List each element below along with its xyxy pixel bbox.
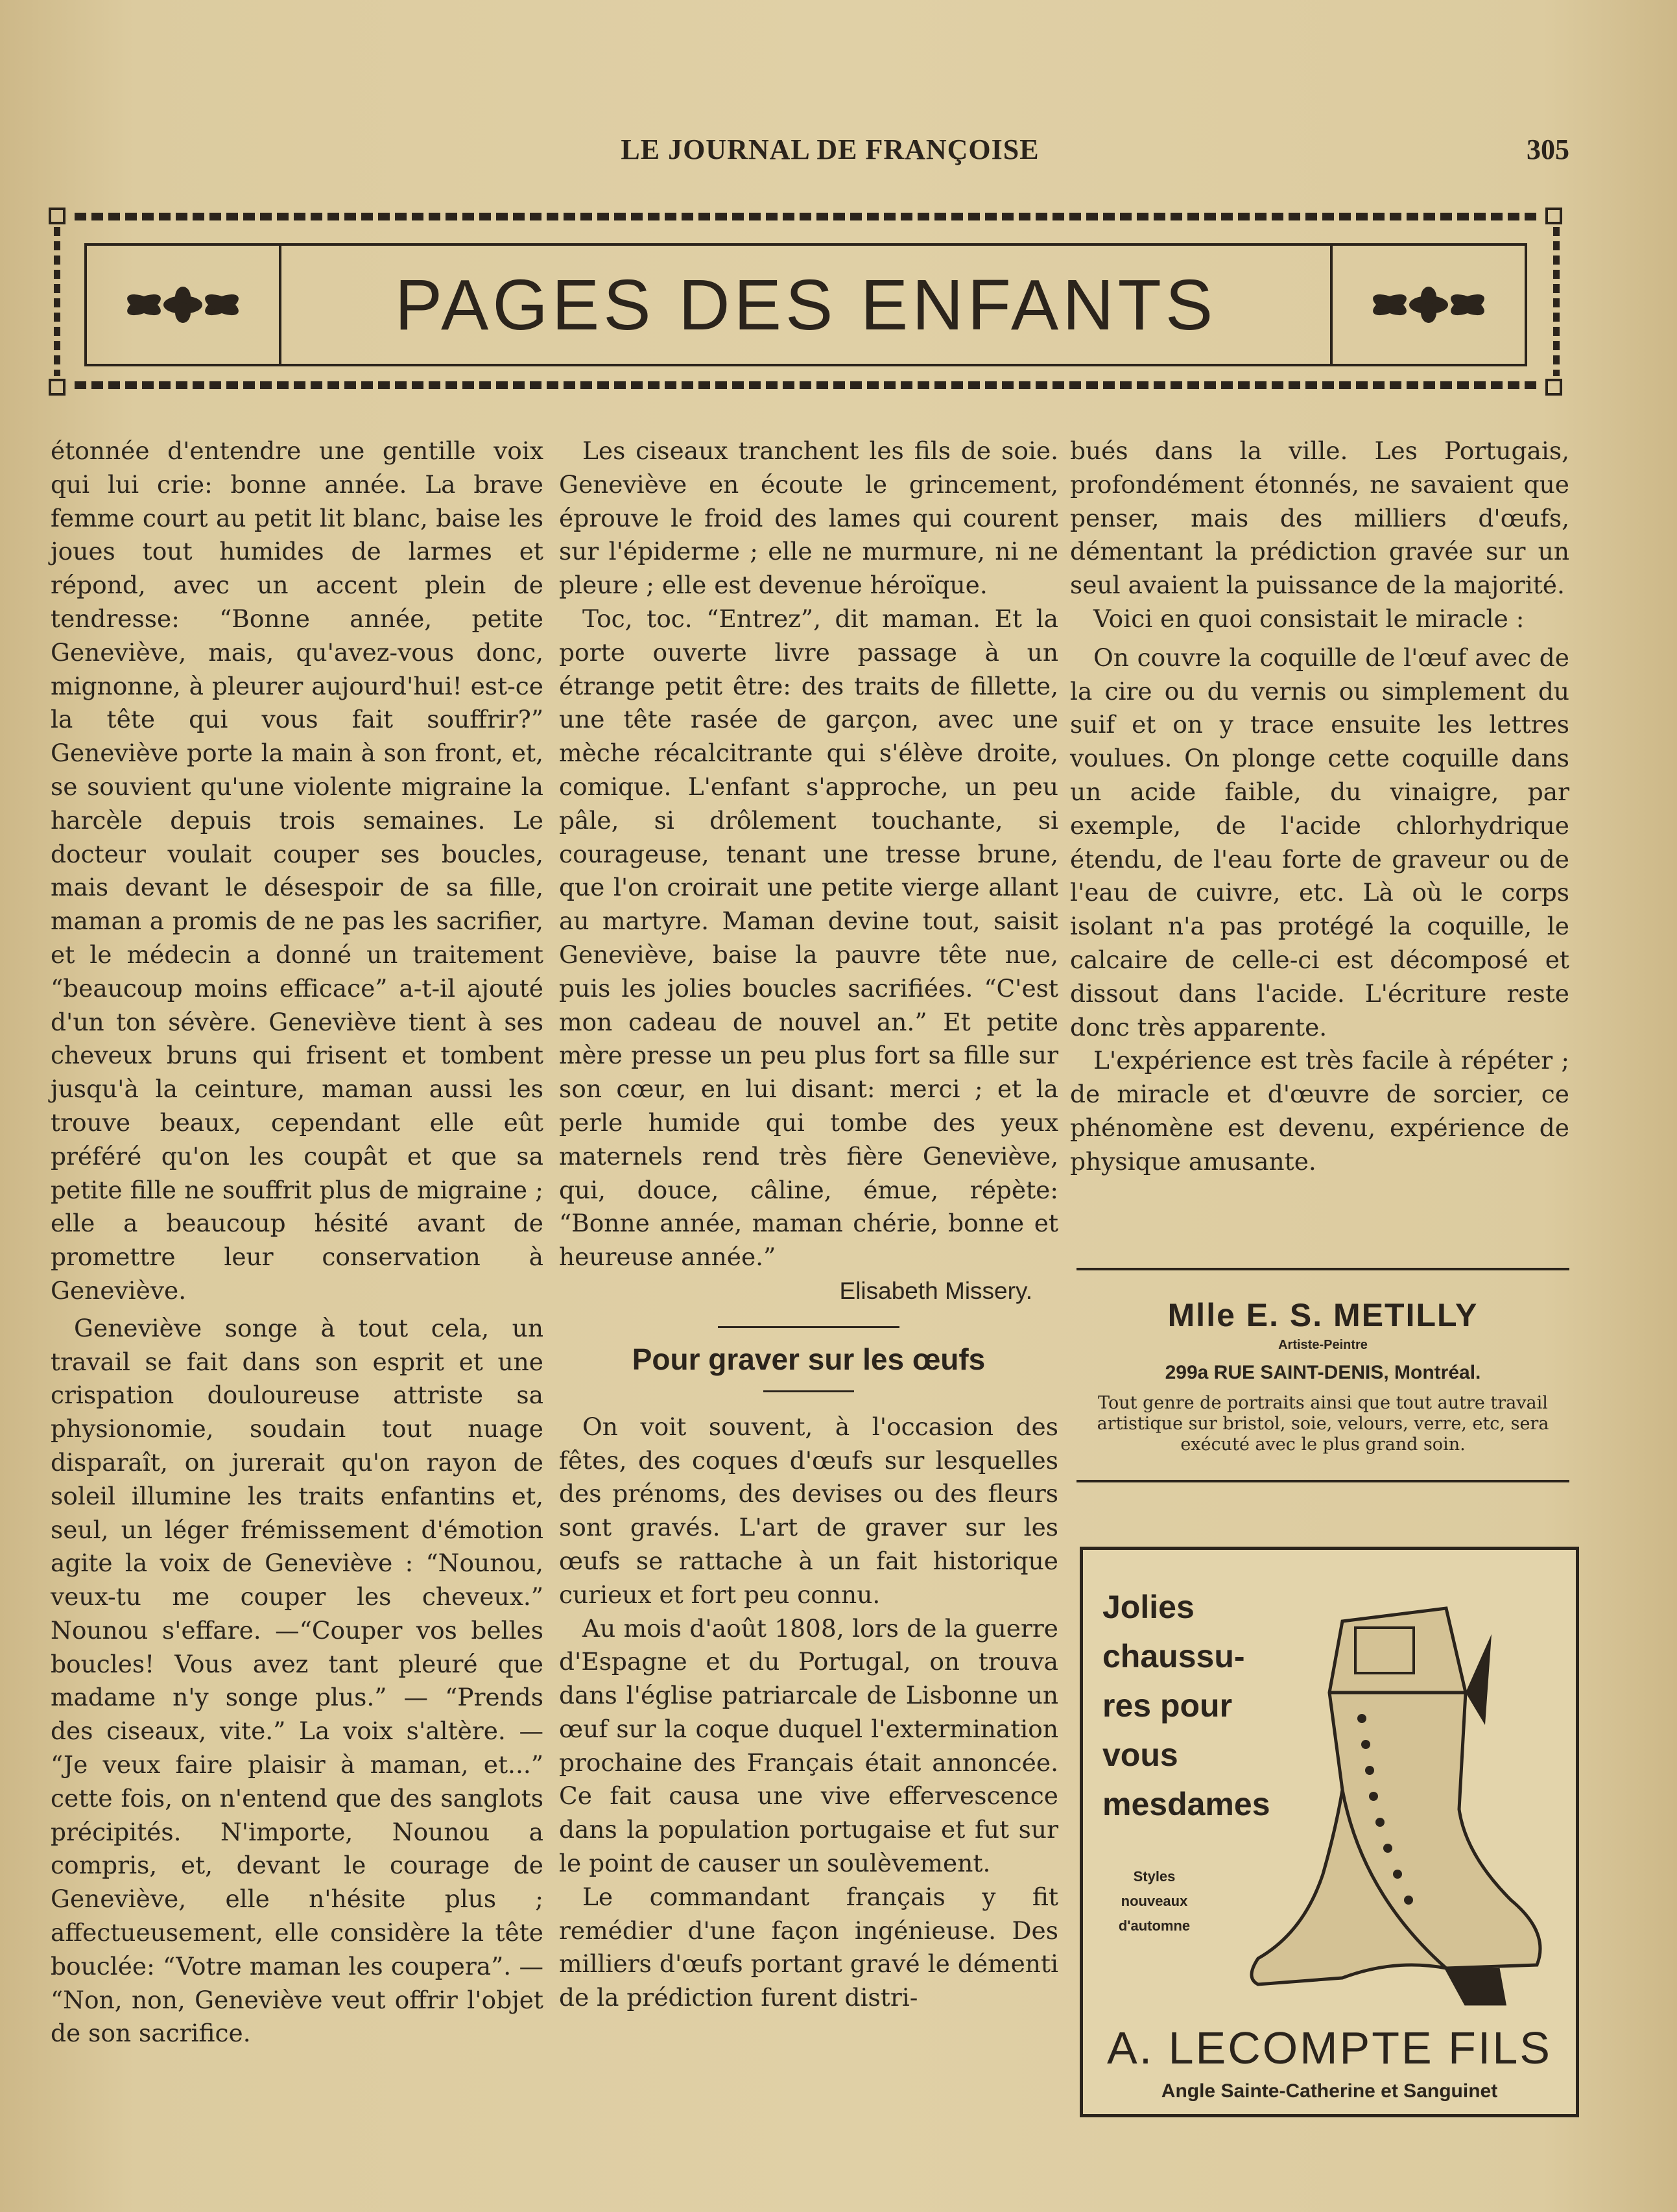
slogan-line: vous [1102, 1737, 1178, 1773]
paragraph: Toc, toc. “Entrez”, dit maman. Et la porte ouverte livre passage à un étrange petit être: des traits de fillette, une tête rasée de garçon, avec une mèche récalcitrante qui s'élève droite, comique. L'enfant s'approche, un peu pâle, si drôlement touchante, si courageuse, tenant une tresse brune, que l'on croirait une petite vierge allant au martyre. Maman devine tout, saisit Geneviève, baise la pauvre tête nue, puis les jolies boucles sacrifiées. “C'est mon cadeau de nouvel an.” Et petite mère presse un peu plus fort sa fille sur son cœur, en lui disant: merci ; et la perle humide qui tombe des yeux maternels rend très fière Geneviève, qui, douce, câline, émue, répète: “Bonne année, maman chérie, bonne et heureuse année.” [559, 604, 1058, 1272]
advertisement-metilly [1076, 1268, 1569, 1482]
ad-address: 299a RUE SAINT-DENIS, Montréal. [1165, 1362, 1481, 1383]
divider [718, 1326, 899, 1328]
text-column-2 [559, 434, 1058, 2015]
corner-ornament [1545, 379, 1562, 396]
ad-role: Artiste-Peintre [1278, 1338, 1368, 1352]
decorative-rule [54, 227, 60, 376]
ad-description: Tout genre de portraits ainsi que tout autre travail artistique sur bristol, soie, velours, verre, etc, sera exécuté avec le plus grand soin. [1097, 1393, 1549, 1455]
banner-frame [84, 243, 1527, 366]
paragraph: Le commandant français y fit remédier d'une façon ingénieuse. Des milliers d'œufs portant gravé le démenti de la prédiction furent distri- [559, 1882, 1058, 2012]
styles-line: d'automne [1118, 1918, 1191, 1934]
page-number: 305 [1527, 134, 1569, 165]
banner-title: PAGES DES ENFANTS [394, 265, 1217, 345]
slogan-line: chaussu- [1102, 1638, 1245, 1674]
boot-icon [1232, 1595, 1556, 2010]
decorative-rule [75, 213, 1537, 220]
journal-title: LE JOURNAL DE FRANÇOISE [621, 134, 1040, 165]
text-column-1 [51, 434, 543, 2051]
corner-ornament [49, 208, 65, 224]
corner-ornament [49, 379, 65, 396]
divider [763, 1390, 854, 1392]
paragraph: L'expérience est très facile à répéter ; de miracle et d'œuvre de sorcier, ce phénomène est devenu, expérience de physique amusante. [1070, 1046, 1569, 1176]
paragraph: On couvre la coquille de l'œuf avec de la cire ou du vernis ou simplement du suif et on y trace ensuite les lettres voulues. On plonge cette coquille dans un acide faible, du vinaigre, par exemple, de l'acide chlorhydrique étendu, de l'eau forte de graveur ou de l'eau de cuivre, etc. Là où le corps isolant n'a pas protégé la coquille, le calcaire de celle-ci est décomposé et dissout dans l'acide. L'écriture reste donc très apparente. [1070, 643, 1569, 1041]
text-column-3 [1070, 434, 1569, 1179]
paragraph: Voici en quoi consistait le miracle : [1093, 604, 1525, 633]
shop-location: Angle Sainte-Catherine et Sanguinet [1161, 2080, 1498, 2102]
decorative-rule [1553, 227, 1560, 376]
advertisement-lecompte [1080, 1547, 1579, 2117]
slogan-line: Jolies [1102, 1589, 1195, 1625]
slogan-line: res pour [1102, 1687, 1233, 1724]
paragraph: Au mois d'août 1808, lors de la guerre d'Espagne et du Portugal, on trouva dans l'église patriarcale de Lisbonne un œuf sur la coque duquel l'extermination prochaine des Français était annoncée. Ce fait causa une vive effervescence dans la population portugaise et fut sur le point de causer un soulèvement. [559, 1613, 1058, 1878]
paragraph: bués dans la ville. Les Portugais, profondément étonnés, ne savaient que penser, mais des milliers d'œufs, démentant la prédiction gravée sur un seul avaient la puissance de la majorité. [1070, 436, 1569, 600]
decorative-rule [75, 381, 1537, 389]
paragraph: On voit souvent, à l'occasion des fêtes, des coques d'œufs sur lesquelles des prénoms, des devises ou des fleurs sont gravés. L'art de graver sur les œufs se rattache à un fait historique curieux et fort peu connu. [559, 1412, 1058, 1609]
author-signature: Elisabeth Missery. [839, 1277, 1032, 1304]
shop-name: A. LECOMPTE FILS [1107, 2023, 1552, 2073]
section-banner [49, 208, 1563, 396]
paragraph: étonnée d'entendre une gentille voix qui lui crie: bonne année. La brave femme court au petit lit blanc, baise les joues tout humides de larmes et répond, avec un accent plein de tendresse: “Bonne année, petite Geneviève, mais, qu'avez-vous donc, mignonne, à pleurer aujourd'hui! est-ce la tête qui vous fait souffrir?” Geneviève porte la main à son front, et, se souvient qu'une violente migraine la harcèle depuis trois semaines. Le docteur voulait couper ses boucles, mais devant le désespoir de sa fille, maman a promis de ne pas les sacrifier, et le médecin a donné un traitement “beaucoup moins efficace” a-t-il ajouté d'un ton sévère. Geneviève tient à ses cheveux bruns qui frisent et tombent jusqu'à la ceinture, maman aussi les trouve beaux, cependant elle eût préféré qu'on les coupât et que sa petite fille ne souffrit plus de migraine ; elle a beaucoup hésité avant de promettre leur conservation à Geneviève. [51, 436, 543, 1305]
styles-line: nouveaux [1121, 1893, 1188, 1909]
leaf-ornament-icon [1330, 246, 1525, 364]
corner-ornament [1545, 208, 1562, 224]
slogan-line: mesdames [1102, 1786, 1270, 1822]
paragraph: Geneviève songe à tout cela, un travail se fait dans son esprit et une crispation douloureuse attriste sa physionomie, soudain tout nuage disparaît, on jurerait qu'on rayon de soleil illumine les traits enfantins et, seul, un léger frémissement d'émotion agite la voix de Geneviève : “Nounou, veux-tu me couper les cheveux.” Nounou s'effare. —“Couper vos belles boucles! Vous avez tant pleuré que madame n'y songe plus.” — “Prends des ciseaux, vite.” La voix s'altère. — “Je veux faire plaisir à maman, et...” cette fois, on n'entend que des sanglots précipités. N'importe, Nounou a compris, et, devant le courage de Geneviève, elle n'hésite plus ; affectueusement, elle considère la tête bouclée: “Votre maman les coupera”. — “Non, non, Geneviève veut offrir l'objet de son sacrifice. [51, 1313, 543, 2048]
leaf-ornament-icon [87, 246, 281, 364]
article-subhead: Pour graver sur les œufs [632, 1342, 986, 1376]
ad-styles [1102, 1864, 1206, 1938]
styles-line: Styles [1133, 1868, 1176, 1885]
ad-name: Mlle E. S. METILLY [1167, 1297, 1479, 1333]
paragraph: Les ciseaux tranchent les fils de soie. Geneviève en écoute le grincement, éprouve le froid des lames qui courent sur l'épiderme ; elle ne murmure, ni ne pleure ; elle est devenue héroïque. [559, 436, 1058, 600]
